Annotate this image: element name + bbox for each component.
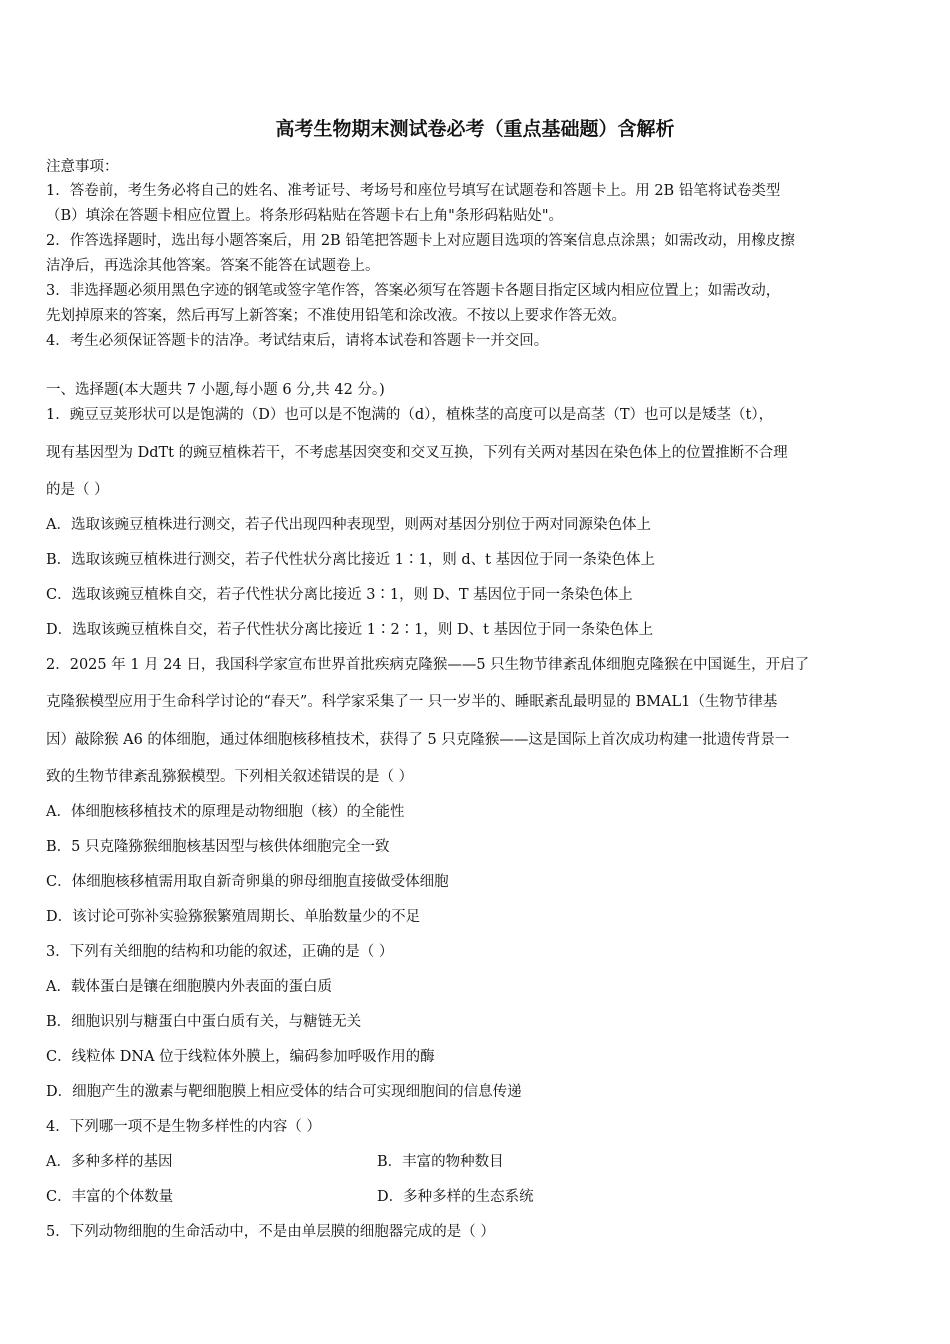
question-2-option-d: D．该讨论可弥补实验猕猴繁殖周期长、单胎数量少的不足: [46, 909, 421, 925]
notice-line: （B）填涂在答题卡相应位置上。将条形码粘贴在答题卡右上角"条形码粘贴处"。: [46, 208, 563, 224]
question-4-option-b: B．丰富的物种数目: [377, 1154, 504, 1170]
question-3-stem: 3．下列有关细胞的结构和功能的叙述，正确的是（ ）: [46, 944, 394, 960]
question-4-option-d: D．多种多样的生态系统: [377, 1189, 534, 1205]
question-1-stem: 的是（ ）: [46, 482, 109, 498]
question-2-option-c: C．体细胞核移植需用取自新奇卵巢的卵母细胞直接做受体细胞: [46, 874, 449, 890]
question-2-stem: 克隆猴模型应用于生命科学讨论的“春天”。科学家采集了一 只一岁半的、睡眠紊乱最明显的 BMAL1（生物节律基: [46, 694, 778, 710]
question-1-option-d: D．选取该豌豆植株自交，若子代性状分离比接近 1∶2∶1，则 D、t 基因位于同一条染色体上: [46, 622, 654, 638]
question-4-option-c: C．丰富的个体数量: [46, 1189, 174, 1205]
notice-line: 4．考生必须保证答题卡的洁净。考试结束后，请将本试卷和答题卡一并交回。: [46, 333, 549, 349]
question-3-option-b: B．细胞识别与糖蛋白中蛋白质有关，与糖链无关: [46, 1014, 362, 1030]
question-2-stem: 致的生物节律紊乱猕猴模型。下列相关叙述错误的是（ ）: [46, 769, 414, 785]
notice-heading: 注意事项：: [46, 159, 119, 175]
notice-line: 1．答卷前，考生务必将自己的姓名、准考证号、考场号和座位号填写在试题卷和答题卡上。用 2B 铅笔将试卷类型: [46, 183, 781, 199]
question-2-stem: 2．2025 年 1 月 24 日，我国科学家宣布世界首批疾病克隆猴——5 只生物节律紊乱体细胞克隆猴在中国诞生，开启了: [46, 657, 810, 673]
question-1-stem: 1．豌豆豆荚形状可以是饱满的（D）也可以是不饱满的（d），植株茎的高度可以是高茎（T）也可以是矮茎（t），: [46, 407, 774, 423]
notice-line: 先划掉原来的答案，然后再写上新答案；不准使用铅笔和涂改液。不按以上要求作答无效。: [46, 308, 626, 324]
question-3-option-d: D．细胞产生的激素与靶细胞膜上相应受体的结合可实现细胞间的信息传递: [46, 1084, 522, 1100]
question-1-option-b: B．选取该豌豆植株进行测交，若子代性状分离比接近 1∶1，则 d、t 基因位于同一条染色体上: [46, 552, 656, 568]
question-4-option-a: A．多种多样的基因: [46, 1154, 173, 1170]
question-2-stem: 因）敲除猴 A6 的体细胞，通过体细胞核移植技术，获得了 5 只克隆猴——这是国际上首次成功构建一批遗传背景一: [46, 732, 790, 748]
question-3-option-c: C．线粒体 DNA 位于线粒体外膜上，编码参加呼吸作用的酶: [46, 1049, 435, 1065]
question-2-option-a: A．体细胞核移植技术的原理是动物细胞（核）的全能性: [46, 804, 405, 820]
question-1-option-a: A．选取该豌豆植株进行测交，若子代出现四种表现型，则两对基因分别位于两对同源染色体上: [46, 517, 651, 533]
question-2-option-b: B．5 只克隆猕猴细胞核基因型与核供体细胞完全一致: [46, 839, 390, 855]
question-5-stem: 5．下列动物细胞的生命活动中，不是由单层膜的细胞器完成的是（ ）: [46, 1224, 495, 1240]
document-title: 高考生物期末测试卷必考（重点基础题）含解析: [275, 118, 675, 140]
question-1-option-c: C．选取该豌豆植株自交，若子代性状分离比接近 3∶1，则 D、T 基因位于同一条染色体上: [46, 587, 633, 603]
notice-line: 3．非选择题必须用黑色字迹的钢笔或签字笔作答，答案必须写在答题卡各题目指定区域内相应位置上；如需改动，: [46, 283, 781, 299]
section-heading: 一、选择题(本大题共 7 小题,每小题 6 分,共 42 分。): [46, 382, 385, 398]
question-4-stem: 4．下列哪一项不是生物多样性的内容（ ）: [46, 1119, 321, 1135]
notice-line: 洁净后，再选涂其他答案。答案不能答在试题卷上。: [46, 258, 380, 274]
question-3-option-a: A．载体蛋白是镶在细胞膜内外表面的蛋白质: [46, 979, 332, 995]
notice-line: 2．作答选择题时，选出每小题答案后，用 2B 铅笔把答题卡上对应题目选项的答案信息点涂黑；如需改动，用橡皮擦: [46, 233, 795, 249]
question-1-stem: 现有基因型为 DdTt 的豌豆植株若干，不考虑基因突变和交叉互换，下列有关两对基因在染色体上的位置推断不合理: [46, 445, 788, 461]
